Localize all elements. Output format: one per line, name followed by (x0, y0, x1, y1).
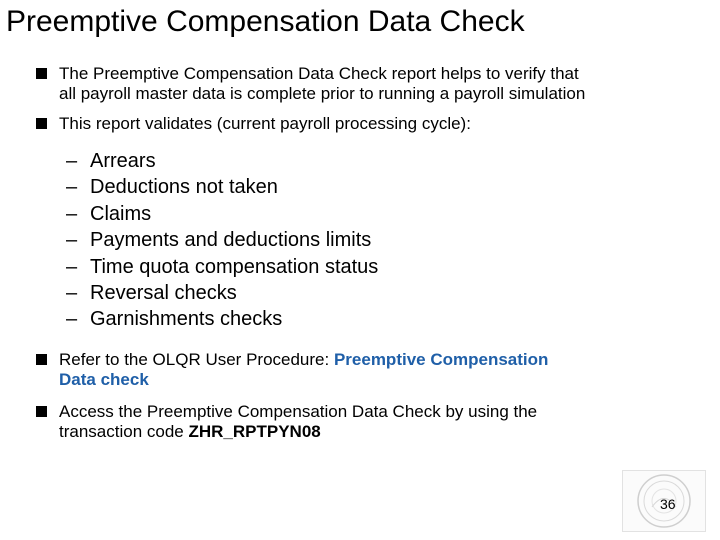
list-item (66, 201, 378, 227)
dash-marker: – (66, 202, 78, 225)
square-bullet-icon (36, 406, 47, 417)
list-item (66, 174, 378, 200)
list-item-label: Arrears (90, 150, 156, 172)
dash-marker: – (66, 308, 78, 331)
list-item-label: Time quota compensation status (90, 255, 379, 278)
list-item-label: Deductions not taken (90, 176, 278, 199)
bullet-item (36, 350, 548, 390)
list-item (66, 254, 378, 280)
transaction-code: ZHR_RPTPYN08 (188, 422, 321, 441)
bullet-line (59, 422, 537, 442)
procedure-link-continued[interactable]: Data check (59, 370, 149, 389)
list-item (66, 227, 378, 253)
bullet-line (59, 370, 548, 390)
square-bullet-icon (36, 354, 47, 365)
dash-marker: – (66, 281, 78, 304)
bullet-item (36, 402, 537, 442)
dash-marker: – (66, 255, 78, 278)
dash-marker: – (66, 150, 78, 172)
bullet-item (36, 64, 585, 104)
procedure-link[interactable]: Preemptive Compensation (333, 350, 549, 369)
validation-list (66, 148, 378, 333)
list-item (66, 306, 378, 332)
bullet-line (59, 350, 548, 370)
bullet-text: transaction code (59, 422, 189, 441)
bullet-text: Refer to the OLQR User Procedure: (59, 350, 334, 369)
list-item-label: Garnishments checks (90, 308, 283, 331)
square-bullet-icon (36, 68, 47, 79)
square-bullet-icon (36, 118, 47, 129)
bullet-item (36, 114, 471, 134)
slide-title: Preemptive Compensation Data Check (6, 5, 525, 38)
bullet-line: Access the Preemptive Compensation Data Check by using the (59, 402, 538, 421)
list-item (66, 280, 378, 306)
list-item (66, 148, 378, 174)
list-item-label: Payments and deductions limits (90, 229, 372, 252)
list-item-label: Claims (90, 202, 152, 225)
bullet-line: The Preemptive Compensation Data Check report helps to verify that (59, 64, 579, 83)
dash-marker: – (66, 229, 78, 252)
page-number: 36 (660, 496, 676, 512)
bullet-line: all payroll master data is complete prior to running a payroll simulation (59, 84, 586, 103)
dash-marker: – (66, 176, 78, 199)
list-item-label: Reversal checks (90, 281, 237, 304)
bullet-line: This report validates (current payroll processing cycle): (59, 114, 471, 133)
